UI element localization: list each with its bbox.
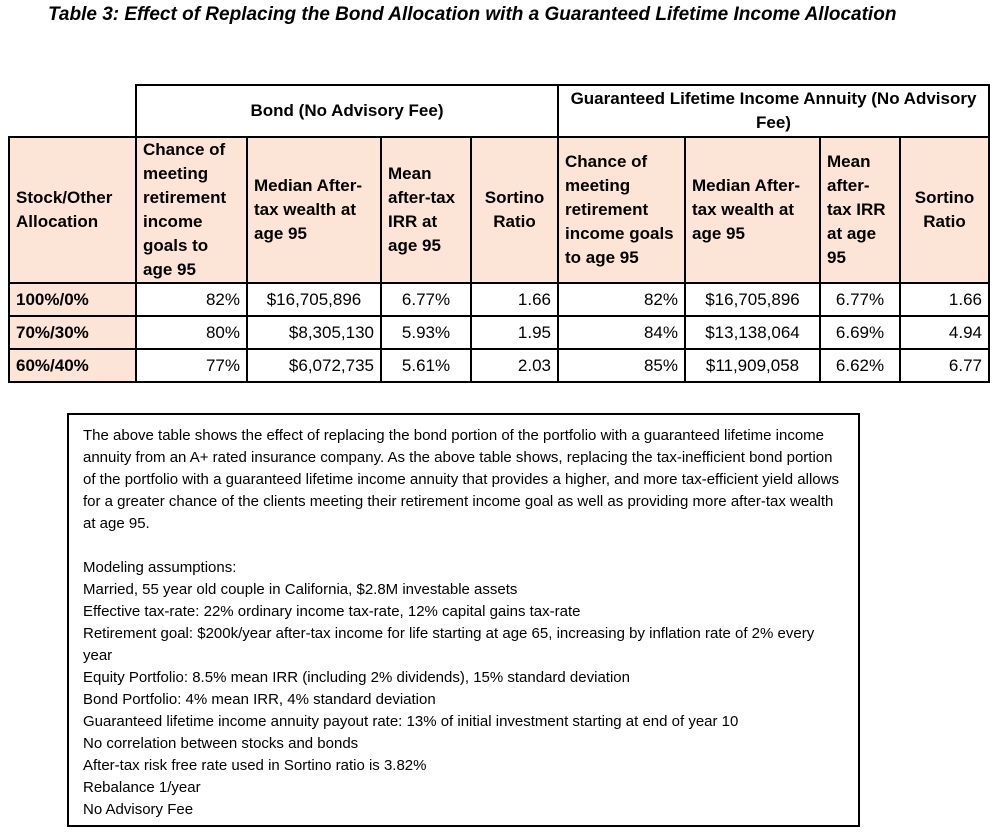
bond-irr-cell: 6.77%	[381, 283, 471, 316]
col-header-annuity-chance: Chance of meeting retirement income goals to age 95	[558, 137, 685, 283]
bond-wealth-cell: $8,305,130	[247, 316, 381, 349]
assumption-item: No Advisory Fee	[83, 801, 194, 818]
annuity-chance-cell: 85%	[558, 349, 685, 382]
bond-wealth-cell: $16,705,896	[247, 283, 381, 316]
assumption-item: Guaranteed lifetime income annuity payout rate: 13% of initial investment starting at end of year 10	[83, 713, 739, 730]
bond-chance-cell: 77%	[136, 349, 247, 382]
bond-sortino-cell: 2.03	[471, 349, 558, 382]
assumption-item: Equity Portfolio: 8.5% mean IRR (including 2% dividends), 15% standard deviation	[83, 669, 630, 686]
bond-sortino-cell: 1.95	[471, 316, 558, 349]
notes-paragraph: The above table shows the effect of replacing the bond portion of the portfolio with a guaranteed lifetime income annuity from an A+ rated insurance company. As the above table shows, replacing the tax-inefficient bond portion of the portfolio with a guaranteed lifetime income annuity that provides a higher, and more tax-efficient yield allows for a greater chance of the clients meeting their retirement income goal as well as providing more after-tax wealth at age 95.	[83, 427, 839, 532]
col-header-allocation: Stock/Other Allocation	[9, 137, 136, 283]
assumptions-heading: Modeling assumptions:	[83, 559, 237, 576]
assumption-item: Retirement goal: $200k/year after-tax income for life starting at age 65, increasing by inflation rate of 2% every year	[83, 625, 815, 664]
table-row	[9, 316, 989, 349]
col-header-annuity-irr: Mean after-tax IRR at age 95	[820, 137, 900, 283]
bond-irr-cell: 5.61%	[381, 349, 471, 382]
annuity-sortino-cell: 1.66	[900, 283, 989, 316]
col-header-annuity-wealth: Median After-tax wealth at age 95	[685, 137, 820, 283]
bond-irr-cell: 5.93%	[381, 316, 471, 349]
col-header-bond-irr: Mean after-tax IRR at age 95	[381, 137, 471, 283]
annuity-sortino-cell: 6.77	[900, 349, 989, 382]
annuity-chance-cell: 84%	[558, 316, 685, 349]
assumption-item: Married, 55 year old couple in California, $2.8M investable assets	[83, 581, 518, 598]
col-header-bond-wealth: Median After-tax wealth at age 95	[247, 137, 381, 283]
bond-wealth-cell: $6,072,735	[247, 349, 381, 382]
bond-chance-cell: 80%	[136, 316, 247, 349]
col-header-bond-sortino: Sortino Ratio	[471, 137, 558, 283]
col-header-bond-chance: Chance of meeting retirement income goals to age 95	[136, 137, 247, 283]
group-header-bond: Bond (No Advisory Fee)	[136, 85, 558, 137]
assumption-item: Effective tax-rate: 22% ordinary income tax-rate, 12% capital gains tax-rate	[83, 603, 581, 620]
assumption-item: Rebalance 1/year	[83, 779, 201, 796]
assumption-item: After-tax risk free rate used in Sortino ratio is 3.82%	[83, 757, 427, 774]
annuity-wealth-cell: $13,138,064	[685, 316, 820, 349]
assumption-item: No correlation between stocks and bonds	[83, 735, 359, 752]
annuity-wealth-cell: $11,909,058	[685, 349, 820, 382]
annuity-sortino-cell: 4.94	[900, 316, 989, 349]
bond-sortino-cell: 1.66	[471, 283, 558, 316]
annuity-wealth-cell: $16,705,896	[685, 283, 820, 316]
assumption-item: Bond Portfolio: 4% mean IRR, 4% standard deviation	[83, 691, 436, 708]
annuity-irr-cell: 6.69%	[820, 316, 900, 349]
row-label: 60%/40%	[9, 349, 136, 382]
annuity-chance-cell: 82%	[558, 283, 685, 316]
spacer	[83, 535, 844, 557]
row-label: 100%/0%	[9, 283, 136, 316]
notes-box	[67, 413, 860, 827]
results-table	[8, 84, 990, 383]
table-row	[9, 283, 989, 316]
table-row	[9, 349, 989, 382]
blank-corner	[9, 85, 136, 137]
col-header-annuity-sortino: Sortino Ratio	[900, 137, 989, 283]
annuity-irr-cell: 6.77%	[820, 283, 900, 316]
row-label: 70%/30%	[9, 316, 136, 349]
table-title: Table 3: Effect of Replacing the Bond Allocation with a Guaranteed Lifetime Income Allocation	[48, 4, 897, 25]
annuity-irr-cell: 6.62%	[820, 349, 900, 382]
group-header-annuity: Guaranteed Lifetime Income Annuity (No Advisory Fee)	[558, 85, 989, 137]
bond-chance-cell: 82%	[136, 283, 247, 316]
